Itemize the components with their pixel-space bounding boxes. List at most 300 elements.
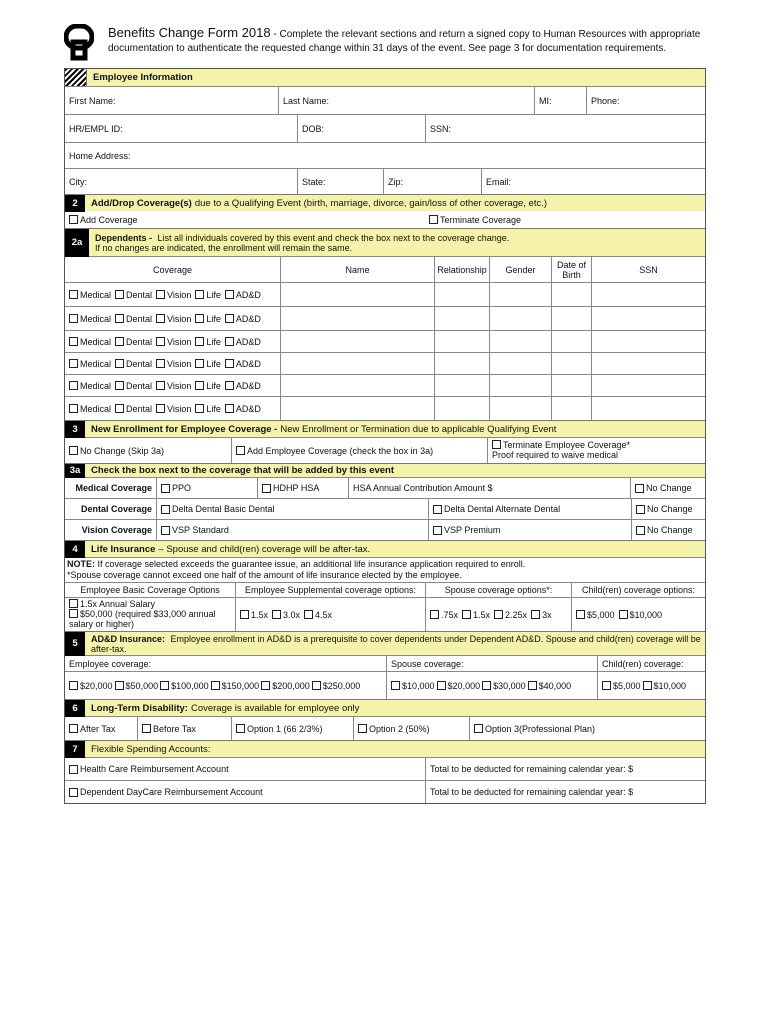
section-title: Long-Term Disability: <box>91 702 188 714</box>
label: No Change (Skip 3a) <box>80 445 165 456</box>
checkbox[interactable] <box>69 765 78 774</box>
label: $10,000 <box>653 680 687 691</box>
coverage-cell <box>65 283 280 306</box>
terminate-employee-option[interactable] <box>487 438 705 463</box>
label: Terminate Coverage <box>440 214 522 225</box>
checkbox[interactable] <box>358 724 367 733</box>
ltd-option-3[interactable] <box>469 717 705 740</box>
hdhp-option[interactable] <box>257 478 348 498</box>
checkbox[interactable] <box>312 681 321 690</box>
checkbox[interactable] <box>619 610 628 619</box>
section-number: 6 <box>65 700 85 717</box>
dob-cell[interactable] <box>551 283 591 306</box>
desc: Employee enrollment in AD&D is a prerequisite to cover dependents under Dependent AD&D. Spouse and child(ren) coverage will be after-tax. <box>91 633 701 654</box>
coverage-option[interactable] <box>482 681 526 691</box>
ltd-option-2[interactable] <box>353 717 469 740</box>
vision-no-change[interactable] <box>631 520 705 540</box>
label: Medical <box>80 358 112 369</box>
section-4-header <box>65 540 705 557</box>
section-5-header <box>65 631 705 655</box>
coverage-option[interactable] <box>211 681 260 691</box>
label: Dental <box>126 313 153 324</box>
coverage-option[interactable] <box>115 314 152 324</box>
name-cell[interactable] <box>280 283 434 306</box>
ssn-cell[interactable] <box>591 307 705 330</box>
label: $10,000 <box>629 609 663 620</box>
dob-cell[interactable] <box>551 397 591 420</box>
label: Life <box>206 289 221 300</box>
label: Life <box>206 358 221 369</box>
coverage-option[interactable] <box>312 681 361 691</box>
col-coverage: Coverage <box>152 264 193 275</box>
checkbox[interactable] <box>391 681 400 690</box>
label: Vision <box>167 336 192 347</box>
name-cell[interactable] <box>280 307 434 330</box>
dependent-row <box>65 306 705 330</box>
col-dob: Date of Birth <box>551 257 591 282</box>
checkbox[interactable] <box>643 681 652 690</box>
checkbox[interactable] <box>261 681 270 690</box>
label: $100,000 <box>171 680 209 691</box>
coverage-option[interactable] <box>225 381 261 391</box>
coverage-option[interactable] <box>195 404 221 414</box>
basic-options <box>65 598 235 631</box>
section-3a-header <box>65 463 705 477</box>
life-note <box>65 557 705 582</box>
col-basic: Employee Basic Coverage Options <box>80 585 220 595</box>
first-name-field[interactable]: First Name: <box>69 95 116 106</box>
coverage-cell <box>65 353 280 374</box>
mi-field[interactable]: MI: <box>534 87 586 114</box>
hc-total-field[interactable]: Total to be deducted for remaining calendar year: $ <box>425 758 705 780</box>
section-number: 4 <box>65 541 85 558</box>
checkbox[interactable] <box>156 314 165 323</box>
phone-field[interactable]: Phone: <box>586 87 705 114</box>
vsp-premium-option[interactable] <box>428 520 631 540</box>
dependent-row <box>65 352 705 374</box>
medical-no-change[interactable] <box>630 478 705 498</box>
checkbox[interactable] <box>236 724 245 733</box>
delta-basic-option[interactable] <box>156 499 428 519</box>
subtitle-2: documentation to authenticate the requested change within 31 days of the event. See page 3 for documentation requirements. <box>108 43 667 54</box>
checkbox[interactable] <box>225 404 234 413</box>
label: Dental <box>126 336 153 347</box>
label: AD&D <box>235 336 261 347</box>
checkbox[interactable] <box>69 788 78 797</box>
coverage-option[interactable] <box>156 337 191 347</box>
ssn-cell[interactable] <box>591 331 705 352</box>
section-desc <box>91 634 705 654</box>
checkbox[interactable] <box>429 215 438 224</box>
checkbox[interactable] <box>160 681 169 690</box>
checkbox[interactable] <box>161 484 170 493</box>
section-number <box>65 69 87 86</box>
checkbox[interactable] <box>69 446 78 455</box>
checkbox[interactable] <box>262 484 271 493</box>
name-cell[interactable] <box>280 375 434 396</box>
section-desc <box>95 233 509 253</box>
col-ssn: SSN <box>591 257 705 282</box>
col-gender: Gender <box>489 257 551 282</box>
checkbox[interactable] <box>161 505 170 514</box>
checkbox[interactable] <box>69 215 78 224</box>
checkbox[interactable] <box>156 359 165 368</box>
coverage-option[interactable] <box>391 681 435 691</box>
label: No Change <box>646 483 692 493</box>
section-title: Dependents - <box>95 232 153 243</box>
coverage-cell <box>65 375 280 396</box>
relationship-cell[interactable] <box>434 307 489 330</box>
coverage-option[interactable] <box>69 404 111 414</box>
coverage-option[interactable] <box>156 290 191 300</box>
gender-cell[interactable] <box>489 397 551 420</box>
label: AD&D <box>235 289 261 300</box>
checkbox[interactable] <box>115 681 124 690</box>
form-title <box>108 26 718 56</box>
coverage-option[interactable] <box>643 681 687 691</box>
address-row <box>65 142 705 168</box>
relationship-cell[interactable] <box>434 283 489 306</box>
checkbox[interactable] <box>195 359 204 368</box>
coverage-option[interactable] <box>437 681 481 691</box>
section-2a-header <box>65 228 705 256</box>
section-number: 2a <box>65 229 89 257</box>
checkbox[interactable] <box>195 404 204 413</box>
hr-id-field[interactable]: HR/EMPL ID: <box>69 123 123 134</box>
coverage-option[interactable] <box>115 337 152 347</box>
city-field[interactable]: City: <box>69 176 87 187</box>
checkbox[interactable] <box>195 337 204 346</box>
checkbox[interactable] <box>430 610 439 619</box>
checkbox[interactable] <box>69 290 78 299</box>
label: $250,000 <box>322 680 361 691</box>
label: Vision <box>167 403 192 414</box>
checkbox[interactable] <box>494 610 503 619</box>
col-supplemental: Employee Supplemental coverage options: <box>235 583 425 597</box>
checkbox[interactable] <box>462 610 471 619</box>
note-text-2: *Spouse coverage cannot exceed one half of the amount of life insurance elected by the employee. <box>67 570 462 580</box>
checkbox[interactable] <box>433 505 442 514</box>
name-cell[interactable] <box>280 353 434 374</box>
vision-coverage-row <box>65 519 705 540</box>
checkbox[interactable] <box>474 724 483 733</box>
checkbox[interactable] <box>437 681 446 690</box>
terminate-coverage-option[interactable] <box>425 211 705 228</box>
checkbox[interactable] <box>69 359 78 368</box>
checkbox[interactable] <box>115 290 124 299</box>
name-cell[interactable] <box>280 331 434 352</box>
emp-options <box>65 672 386 699</box>
label: Before Tax <box>153 723 196 734</box>
coverage-option[interactable] <box>156 404 191 414</box>
coverage-option[interactable] <box>69 290 111 300</box>
medical-coverage-row <box>65 477 705 498</box>
checkbox[interactable] <box>115 359 124 368</box>
ssn-cell[interactable] <box>591 375 705 396</box>
checkbox[interactable] <box>272 610 281 619</box>
child-options <box>597 672 705 699</box>
section-7-header <box>65 740 705 757</box>
note-text: If coverage selected exceeds the guarantee issue, an additional life insurance application required to enroll. <box>95 559 526 569</box>
coverage-option[interactable] <box>156 359 191 369</box>
health-care-option[interactable] <box>65 758 425 780</box>
ltd-before-tax[interactable] <box>137 717 231 740</box>
city-row <box>65 168 705 194</box>
checkbox[interactable] <box>161 526 170 535</box>
home-address-field[interactable]: Home Address: <box>69 150 131 161</box>
coverage-option[interactable] <box>195 314 221 324</box>
checkbox[interactable] <box>433 526 442 535</box>
coverage-option[interactable] <box>225 337 261 347</box>
add-options-row <box>65 671 705 699</box>
coverage-option[interactable] <box>115 359 152 369</box>
ltd-row <box>65 716 705 740</box>
col-spouse: Spouse coverage options*: <box>425 583 571 597</box>
coverage-cell <box>65 307 280 330</box>
checkbox[interactable] <box>636 526 645 535</box>
checkbox[interactable] <box>156 381 165 390</box>
dc-total-field[interactable]: Total to be deducted for remaining calendar year: $ <box>425 781 705 803</box>
label: Dental <box>126 380 153 391</box>
relationship-cell[interactable] <box>434 375 489 396</box>
coverage-option[interactable] <box>225 290 261 300</box>
hsa-amount-field[interactable]: HSA Annual Contribution Amount $ <box>348 478 630 498</box>
section-desc: – Spouse and child(ren) coverage will be after-tax. <box>158 543 371 555</box>
section-1-header <box>65 69 705 86</box>
relationship-cell[interactable] <box>434 397 489 420</box>
ssn-cell[interactable] <box>591 283 705 306</box>
gender-cell[interactable] <box>489 375 551 396</box>
ssn-cell[interactable] <box>591 397 705 420</box>
checkbox[interactable] <box>69 609 78 618</box>
ppo-option[interactable] <box>156 478 257 498</box>
ssn-field[interactable]: SSN: <box>425 115 705 142</box>
checkbox[interactable] <box>69 314 78 323</box>
add-employee-option[interactable] <box>231 438 487 463</box>
label: Dental <box>126 289 153 300</box>
new-enrollment-row <box>65 437 705 463</box>
relationship-cell[interactable] <box>434 353 489 374</box>
coverage-option[interactable] <box>225 359 261 369</box>
basic-1-label: 1.5x Annual Salary <box>80 599 156 609</box>
label: VSP Standard <box>172 525 229 535</box>
section-number: 5 <box>65 632 85 656</box>
label: Dependent DayCare Reimbursement Account <box>80 787 263 797</box>
add-coverage-option[interactable] <box>65 211 425 228</box>
section-title: Life Insurance <box>91 543 156 555</box>
gender-cell[interactable] <box>489 307 551 330</box>
checkbox[interactable] <box>531 610 540 619</box>
checkbox[interactable] <box>156 404 165 413</box>
coverage-option[interactable] <box>160 681 209 691</box>
section-number: 7 <box>65 741 85 758</box>
section-desc: due to a Qualifying Event (birth, marriage, divorce, gain/loss of other coverage, etc.) <box>194 197 548 209</box>
checkbox[interactable] <box>225 290 234 299</box>
label: 1.5x <box>251 609 269 620</box>
section-desc: Coverage is available for employee only <box>190 702 360 714</box>
basic-2-label: $50,000 (required $33,000 annual salary or higher) <box>69 609 216 629</box>
dental-no-change[interactable] <box>631 499 705 519</box>
coverage-option[interactable] <box>69 337 111 347</box>
coverage-option[interactable] <box>69 359 111 369</box>
label: No Change <box>647 504 693 514</box>
dob-cell[interactable] <box>551 307 591 330</box>
label: $50,000 <box>125 680 159 691</box>
label: Life <box>206 403 221 414</box>
gender-cell[interactable] <box>489 331 551 352</box>
vision-label: Vision Coverage <box>81 525 152 535</box>
checkbox[interactable] <box>225 314 234 323</box>
coverage-option[interactable] <box>602 681 641 691</box>
checkbox[interactable] <box>492 440 501 449</box>
daycare-option[interactable] <box>65 781 425 803</box>
coverage-option[interactable] <box>195 290 221 300</box>
coverage-option[interactable] <box>225 314 261 324</box>
zip-field[interactable]: Zip: <box>383 169 481 194</box>
label: $150,000 <box>221 680 260 691</box>
checkbox[interactable] <box>115 404 124 413</box>
section-number: 3 <box>65 421 85 438</box>
checkbox[interactable] <box>195 314 204 323</box>
coverage-cell <box>65 331 280 352</box>
checkbox[interactable] <box>211 681 220 690</box>
coverage-option[interactable] <box>69 381 111 391</box>
label: 1.5x <box>473 609 491 620</box>
checkbox[interactable] <box>69 404 78 413</box>
coverage-option[interactable] <box>261 681 310 691</box>
checkbox[interactable] <box>304 610 313 619</box>
checkbox[interactable] <box>142 724 151 733</box>
svg-text:OU: OU <box>64 24 66 25</box>
relationship-cell[interactable] <box>434 331 489 352</box>
name-cell[interactable] <box>280 397 434 420</box>
spouse-options <box>425 598 571 631</box>
vsp-standard-option[interactable] <box>156 520 428 540</box>
coverage-cell <box>65 397 280 420</box>
state-field[interactable]: State: <box>297 169 383 194</box>
checkbox[interactable] <box>482 681 491 690</box>
coverage-option[interactable] <box>115 290 152 300</box>
label: Vision <box>167 358 192 369</box>
gender-cell[interactable] <box>489 353 551 374</box>
fsa-hc-row <box>65 757 705 780</box>
checkbox[interactable] <box>156 337 165 346</box>
label: AD&D <box>235 358 261 369</box>
ssn-cell[interactable] <box>591 353 705 374</box>
coverage-option[interactable] <box>156 314 191 324</box>
label: AD&D <box>235 380 261 391</box>
checkbox[interactable] <box>156 290 165 299</box>
checkbox[interactable] <box>69 381 78 390</box>
coverage-option[interactable] <box>115 381 152 391</box>
checkbox[interactable] <box>635 484 644 493</box>
coverage-option[interactable] <box>115 404 152 414</box>
dependent-row <box>65 374 705 396</box>
checkbox[interactable] <box>225 359 234 368</box>
checkbox[interactable] <box>240 610 249 619</box>
checkbox[interactable] <box>236 446 245 455</box>
child-label: Child(ren) coverage: <box>597 656 705 671</box>
checkbox[interactable] <box>115 337 124 346</box>
id-row <box>65 114 705 142</box>
checkbox[interactable] <box>69 599 78 608</box>
dob-cell[interactable] <box>551 353 591 374</box>
label: Life <box>206 380 221 391</box>
label: Health Care Reimbursement Account <box>80 764 229 774</box>
coverage-option[interactable] <box>69 681 113 691</box>
label: After Tax <box>80 723 116 734</box>
last-name-field[interactable]: Last Name: <box>278 87 534 114</box>
label: Add Employee Coverage (check the box in 3a) <box>247 445 434 456</box>
dob-cell[interactable] <box>551 331 591 352</box>
delta-alt-option[interactable] <box>428 499 631 519</box>
label: $10,000 <box>402 680 435 691</box>
label: AD&D <box>235 313 261 324</box>
add-drop-row <box>65 211 705 228</box>
dob-cell[interactable] <box>551 375 591 396</box>
section-2-header <box>65 194 705 211</box>
life-options-row <box>65 597 705 631</box>
label: Dental <box>126 358 153 369</box>
emp-label: Employee coverage: <box>69 658 152 669</box>
checkbox[interactable] <box>69 337 78 346</box>
gender-cell[interactable] <box>489 283 551 306</box>
checkbox[interactable] <box>528 681 537 690</box>
no-change-option[interactable] <box>65 438 231 463</box>
label: Medical <box>80 313 112 324</box>
col-name: Name <box>280 257 434 282</box>
dob-field[interactable]: DOB: <box>297 115 425 142</box>
label: Dental <box>126 403 153 414</box>
checkbox[interactable] <box>69 681 78 690</box>
checkbox[interactable] <box>115 314 124 323</box>
ltd-option-1[interactable] <box>231 717 353 740</box>
checkbox[interactable] <box>225 381 234 390</box>
fsa-dc-row <box>65 780 705 803</box>
ltd-after-tax[interactable] <box>65 717 137 740</box>
label: Vision <box>167 313 192 324</box>
label: Delta Dental Basic Dental <box>172 504 275 514</box>
dependent-row <box>65 282 705 306</box>
coverage-option[interactable] <box>528 681 572 691</box>
coverage-option[interactable] <box>115 681 159 691</box>
section-title: Employee Information <box>93 72 193 83</box>
label: Life <box>206 336 221 347</box>
label: No Change <box>647 525 693 535</box>
checkbox[interactable] <box>195 381 204 390</box>
checkbox[interactable] <box>195 290 204 299</box>
checkbox[interactable] <box>69 724 78 733</box>
email-field[interactable]: Email: <box>481 169 705 194</box>
checkbox[interactable] <box>602 681 611 690</box>
dependent-row <box>65 330 705 352</box>
coverage-option[interactable] <box>225 404 261 414</box>
label: $200,000 <box>272 680 310 691</box>
coverage-option[interactable] <box>195 359 221 369</box>
checkbox[interactable] <box>115 381 124 390</box>
checkbox[interactable] <box>225 337 234 346</box>
coverage-option[interactable] <box>195 337 221 347</box>
checkbox[interactable] <box>636 505 645 514</box>
checkbox[interactable] <box>576 610 585 619</box>
coverage-option[interactable] <box>195 381 221 391</box>
coverage-option[interactable] <box>156 381 191 391</box>
label: 3.0x <box>283 609 301 620</box>
label: $20,000 <box>447 680 481 691</box>
coverage-option[interactable] <box>69 314 111 324</box>
spouse-label: Spouse coverage: <box>386 656 597 671</box>
section-title: Check the box next to the coverage that will be added by this event <box>91 465 395 476</box>
